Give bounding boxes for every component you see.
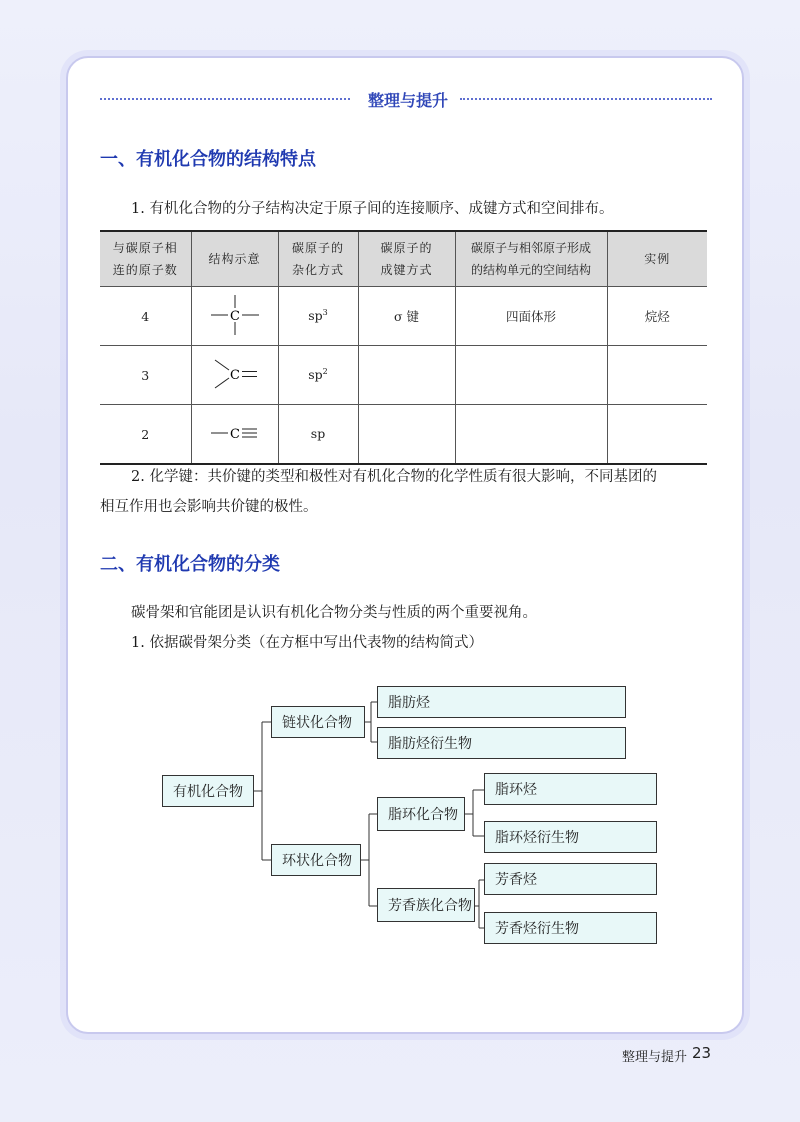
struct-label: C <box>229 308 240 324</box>
struct-label: C <box>229 426 240 442</box>
double-bond-carbon-icon <box>205 352 265 396</box>
cell-bond-type <box>358 346 455 405</box>
cell-count: 3 <box>100 346 191 405</box>
classification-point-1: 1. 依据碳骨架分类（在方框中写出代表物的结构简式） <box>131 635 483 651</box>
point-2-line-2: 相互作用也会影响共价键的极性。 <box>100 499 318 515</box>
tree-node-alicyclic-derivative: 脂环烃衍生物 <box>484 821 657 853</box>
point-1-text: 1. 有机化合物的分子结构决定于原子间的连接顺序、成键方式和空间排布。 <box>131 201 614 217</box>
cell-structure-linear <box>191 405 278 465</box>
tree-node-alicyclic-compound: 脂环化合物 <box>377 797 465 831</box>
cell-count: 4 <box>100 287 191 346</box>
col-header-hybridization: 碳原子的 杂化方式 <box>278 231 358 287</box>
cell-example <box>607 405 707 465</box>
table-header-row <box>100 231 707 287</box>
dotted-rule-right <box>460 98 712 100</box>
point-2-line-1: 2. 化学键：共价键的类型和极性对有机化合物的化学性质有很大影响，不同基团的 <box>131 469 657 485</box>
col-header-atom-count: 与碳原子相 连的原子数 <box>100 231 191 287</box>
tree-node-aromatic-derivative: 芳香烃衍生物 <box>484 912 657 944</box>
tree-node-aliphatic-derivative: 脂肪烃衍生物 <box>377 727 626 759</box>
structure-table <box>100 230 707 465</box>
col-header-structure: 结构示意 <box>191 231 278 287</box>
cell-example: 烷烃 <box>607 287 707 346</box>
section-header-title: 整理与提升 <box>367 91 448 110</box>
classification-intro: 碳骨架和官能团是认识有机化合物分类与性质的两个重要视角。 <box>131 605 537 621</box>
dotted-rule-left <box>100 98 350 100</box>
tree-node-alicyclic-hydrocarbon: 脂环烃 <box>484 773 657 805</box>
cell-structure-trigonal <box>191 346 278 405</box>
cell-hybridization: sp <box>278 405 358 465</box>
tree-node-organic-compound: 有机化合物 <box>162 775 254 807</box>
tree-node-aliphatic-hydrocarbon: 脂肪烃 <box>377 686 626 718</box>
struct-label: C <box>229 367 240 383</box>
cell-example <box>607 346 707 405</box>
heading-classification: 二、有机化合物的分类 <box>100 554 280 575</box>
page-number: 23 <box>692 1044 712 1062</box>
col-header-example: 实例 <box>607 231 707 287</box>
cell-geometry <box>455 405 607 465</box>
tree-node-aromatic-hydrocarbon: 芳香烃 <box>484 863 657 895</box>
cell-bond-type: σ 键 <box>358 287 455 346</box>
footer-section-label: 整理与提升 <box>622 1050 688 1065</box>
tree-node-ring-compound: 环状化合物 <box>271 844 361 876</box>
tree-node-aromatic-compound: 芳香族化合物 <box>377 888 475 922</box>
heading-structure: 一、有机化合物的结构特点 <box>100 149 316 170</box>
single-bond-carbon-icon <box>205 293 265 337</box>
cell-bond-type <box>358 405 455 465</box>
cell-geometry: 四面体形 <box>455 287 607 346</box>
cell-hybridization: $sp^3$ <box>278 287 358 346</box>
triple-bond-carbon-icon <box>205 411 265 455</box>
col-header-geometry: 碳原子与相邻原子形成 的结构单元的空间结构 <box>455 231 607 287</box>
cell-hybridization: $sp^2$ <box>278 346 358 405</box>
cell-count: 2 <box>100 405 191 465</box>
table-row <box>100 346 707 405</box>
col-header-bond-type: 碳原子的 成键方式 <box>358 231 455 287</box>
section-header <box>100 88 712 112</box>
cell-geometry <box>455 346 607 405</box>
table-row <box>100 405 707 465</box>
table-row <box>100 287 707 346</box>
tree-node-chain-compound: 链状化合物 <box>271 706 365 738</box>
cell-structure-tetrahedral <box>191 287 278 346</box>
